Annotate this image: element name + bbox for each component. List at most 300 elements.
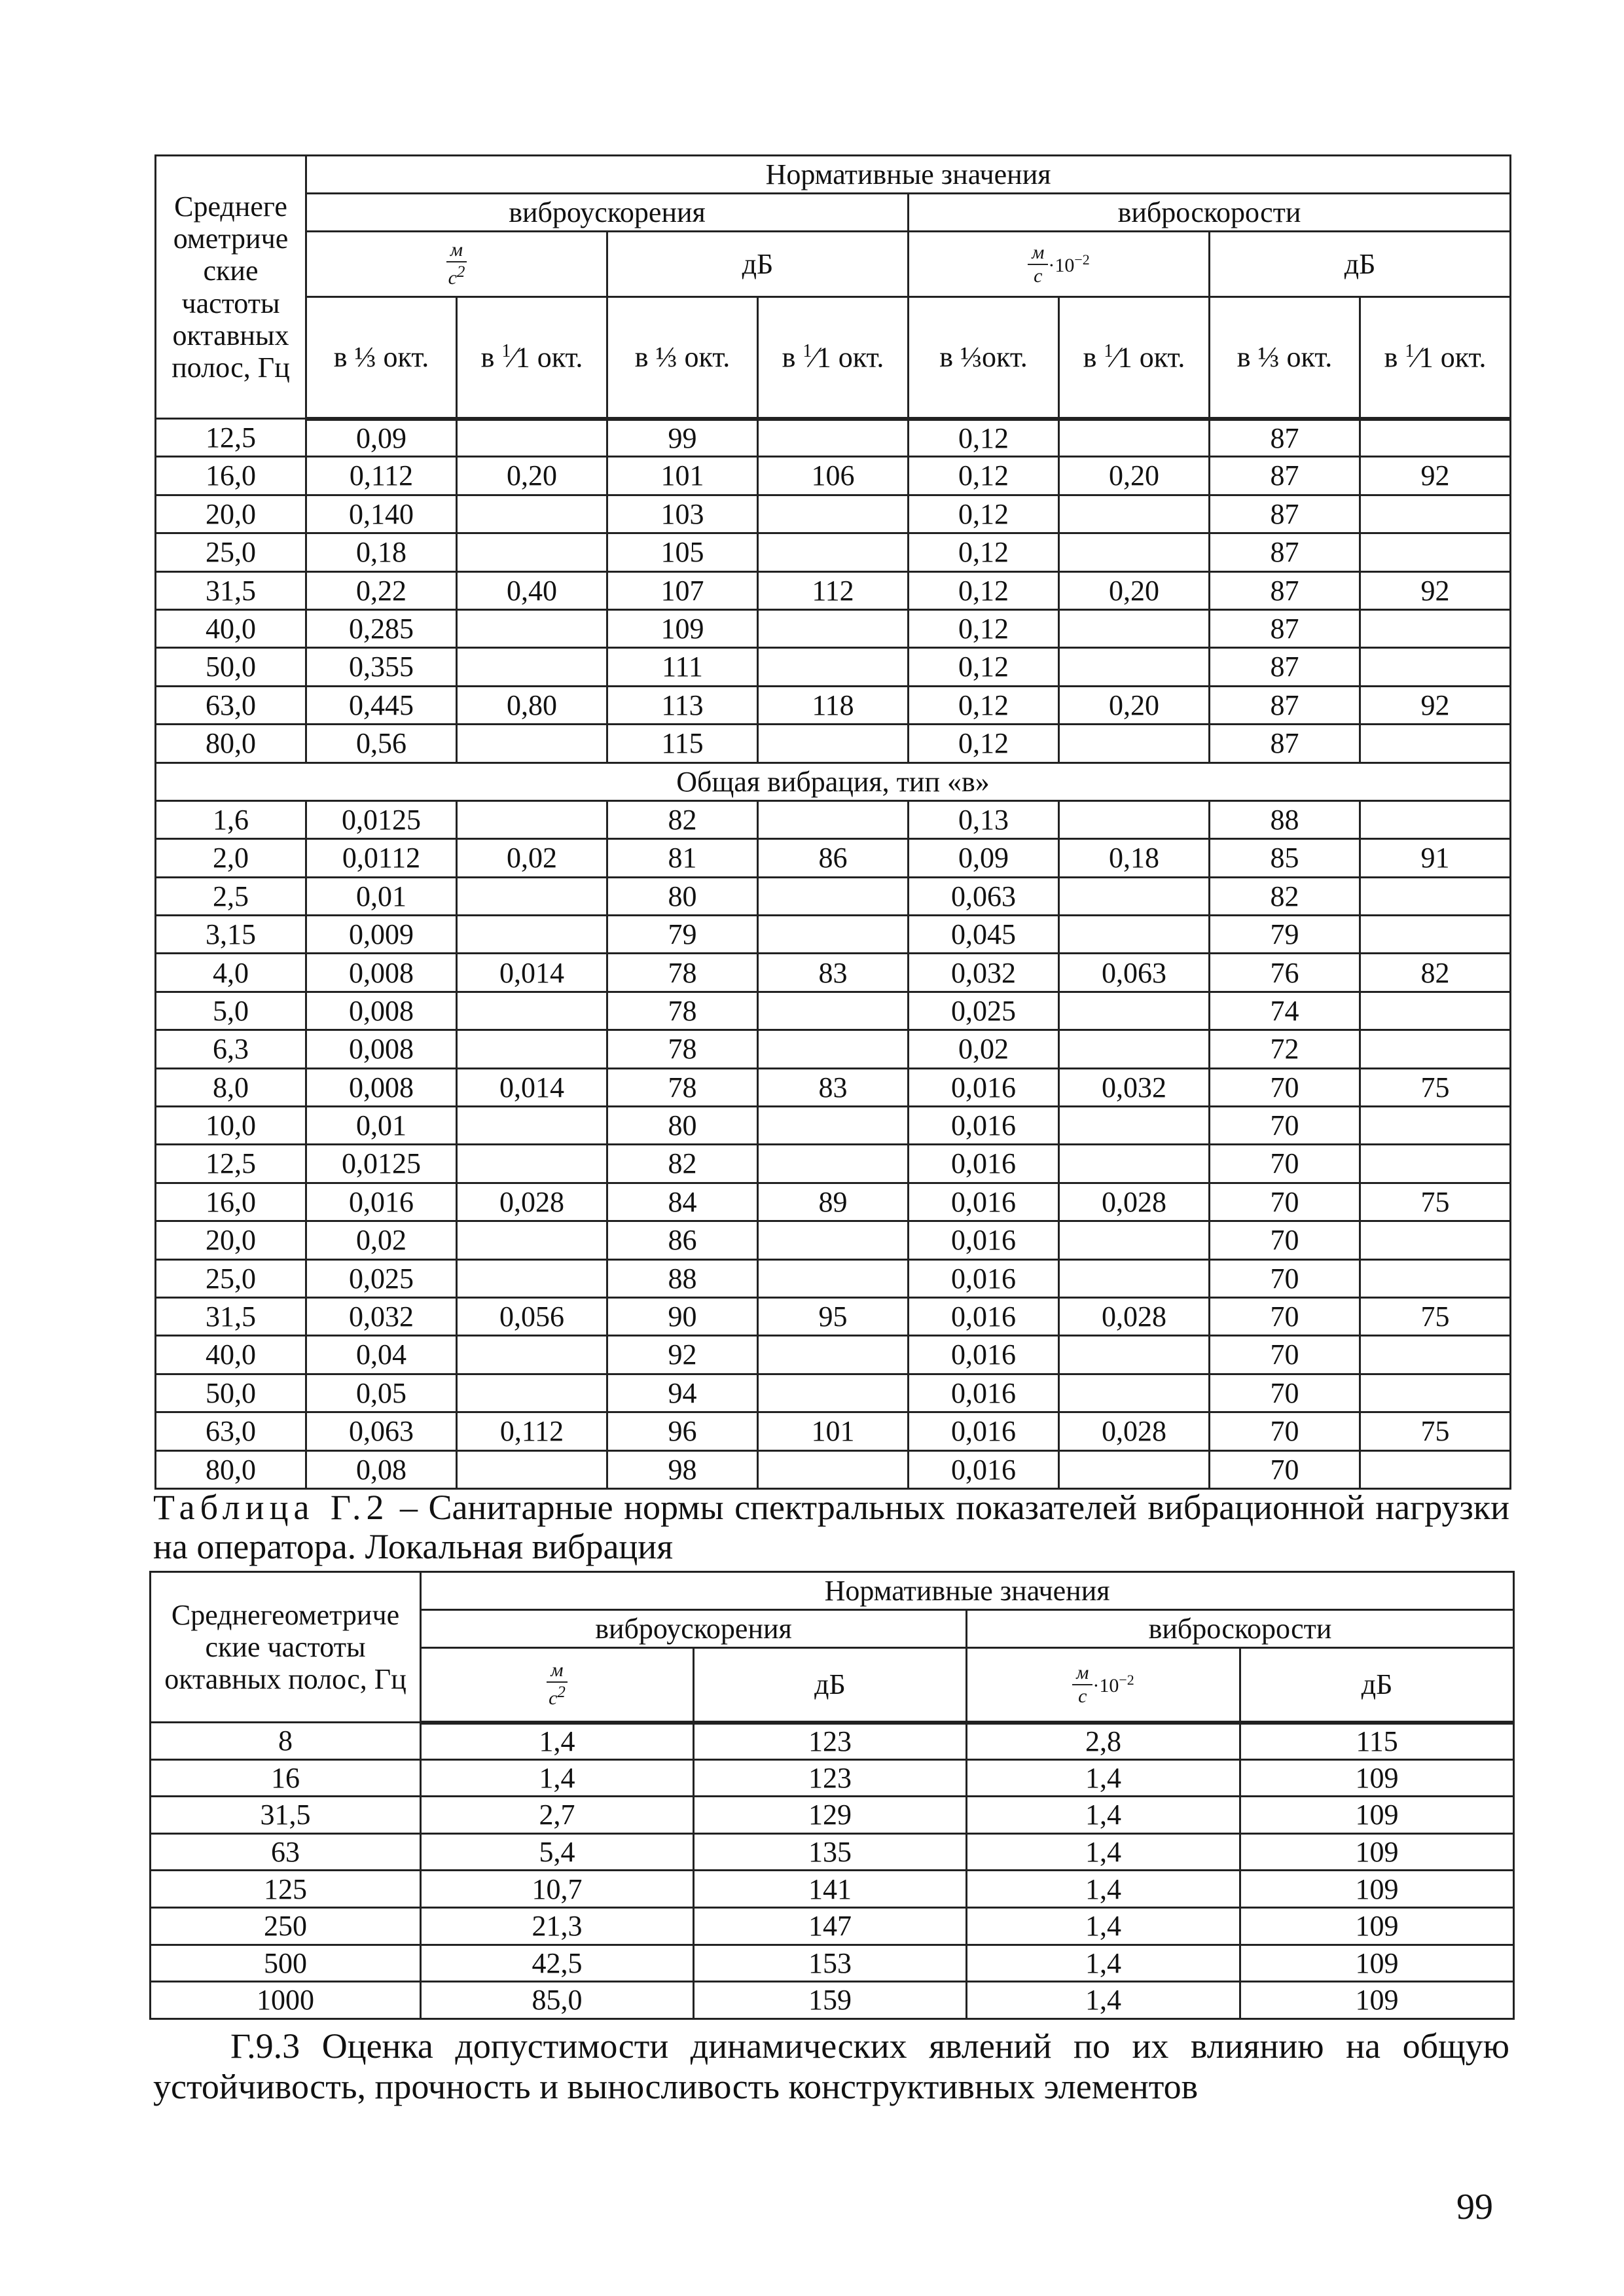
vibration-norms-table-general <box>154 154 1511 1490</box>
table2-rows <box>151 1723 1514 2019</box>
table-cell: 87 <box>1210 571 1360 609</box>
table-cell: 109 <box>1240 1759 1514 1797</box>
table-cell: 0,014 <box>457 1068 607 1106</box>
page-number: 99 <box>1456 2187 1493 2227</box>
table1-rows-section-b <box>156 800 1511 1488</box>
table-cell: 90 <box>607 1297 758 1335</box>
subheader-third-octave: в ⅓ окт. <box>306 297 457 419</box>
table-cell <box>1360 1145 1511 1183</box>
table-cell: 78 <box>607 992 758 1030</box>
table-cell <box>1360 800 1511 838</box>
table-cell: 72 <box>1210 1030 1360 1068</box>
table-cell: 70 <box>1210 1221 1360 1259</box>
table-cell <box>1059 800 1210 838</box>
table-cell <box>1360 916 1511 954</box>
table-cell <box>457 1221 607 1259</box>
table-cell: 0,008 <box>306 992 457 1030</box>
unit-fraction: $\frac{м}{с^2}$ <box>446 240 467 288</box>
table-cell <box>1059 725 1210 762</box>
table-cell: 0,025 <box>306 1259 457 1297</box>
table-cell: 16,0 <box>156 457 306 495</box>
subheader-full-octave: в $^1$⁄1 окт. <box>758 297 909 419</box>
table-cell <box>758 877 909 915</box>
table-cell <box>457 877 607 915</box>
table-cell: 0,02 <box>457 839 607 877</box>
table-cell: 0,112 <box>306 457 457 495</box>
table-cell: 75 <box>1360 1183 1511 1221</box>
table-cell: 75 <box>1360 1412 1511 1450</box>
table-cell: 0,016 <box>909 1450 1059 1488</box>
table-cell: 70 <box>1210 1412 1360 1450</box>
table-cell: 106 <box>758 457 909 495</box>
table-cell: 0,008 <box>306 1068 457 1106</box>
table-cell <box>1059 1221 1210 1259</box>
table-cell <box>758 1221 909 1259</box>
table-cell: 12,5 <box>156 1145 306 1183</box>
table-cell: 0,80 <box>457 686 607 724</box>
table-cell: 0,0112 <box>306 839 457 877</box>
table-row <box>156 1183 1511 1221</box>
table-cell: 87 <box>1210 725 1360 762</box>
table-cell: 2,8 <box>967 1723 1240 1760</box>
table-cell: 0,025 <box>909 992 1059 1030</box>
table-row <box>156 916 1511 954</box>
table-row <box>156 1259 1511 1297</box>
table-cell: 0,112 <box>457 1412 607 1450</box>
table-cell: 87 <box>1210 419 1360 457</box>
table-cell <box>457 992 607 1030</box>
table-cell: 25,0 <box>156 533 306 571</box>
table-cell <box>1360 1336 1511 1374</box>
table2-caption <box>153 1488 1509 1566</box>
table-cell: 147 <box>694 1907 967 1945</box>
table-row <box>156 495 1511 533</box>
table-cell: 0,12 <box>909 686 1059 724</box>
table-cell: 5,0 <box>156 992 306 1030</box>
table-cell: 10,0 <box>156 1107 306 1145</box>
table-row <box>156 1107 1511 1145</box>
table-cell: 70 <box>1210 1297 1360 1335</box>
table-cell: 123 <box>694 1723 967 1760</box>
table-cell: 50,0 <box>156 1374 306 1412</box>
table-cell: 82 <box>1360 954 1511 992</box>
table-cell <box>1059 609 1210 647</box>
table-cell: 0,014 <box>457 954 607 992</box>
table-cell: 0,045 <box>909 916 1059 954</box>
table-cell: 63,0 <box>156 686 306 724</box>
table-cell: 16 <box>151 1759 421 1797</box>
table-cell <box>1059 419 1210 457</box>
table-cell: 12,5 <box>156 419 306 457</box>
table-cell: 0,016 <box>909 1221 1059 1259</box>
unit-acceleration <box>421 1648 694 1723</box>
table-cell: 1,4 <box>967 1945 1240 1982</box>
vibration-norms-table-local <box>149 1571 1515 2020</box>
table-cell <box>457 609 607 647</box>
table-cell: 20,0 <box>156 1221 306 1259</box>
table-cell: 0,12 <box>909 533 1059 571</box>
table-cell: 101 <box>758 1412 909 1450</box>
table-row <box>156 686 1511 724</box>
table-cell: 0,016 <box>909 1068 1059 1106</box>
table-cell: 87 <box>1210 648 1360 686</box>
table-row <box>156 571 1511 609</box>
table-row <box>156 877 1511 915</box>
table-cell: 10,7 <box>421 1871 694 1908</box>
unit-db-accel: дБ <box>607 232 909 297</box>
table-cell: 63 <box>151 1833 421 1871</box>
table-cell: 78 <box>607 954 758 992</box>
table-cell <box>758 1374 909 1412</box>
table-cell: 92 <box>1360 686 1511 724</box>
table-cell: 88 <box>607 1259 758 1297</box>
table-cell: 0,12 <box>909 419 1059 457</box>
table-cell: 82 <box>607 1145 758 1183</box>
table-cell: 0,008 <box>306 1030 457 1068</box>
table-cell: 141 <box>694 1871 967 1908</box>
table-cell <box>1059 1259 1210 1297</box>
table-cell: 0,18 <box>306 533 457 571</box>
table-cell: 1,6 <box>156 800 306 838</box>
table-cell: 0,04 <box>306 1336 457 1374</box>
table-cell: 87 <box>1210 457 1360 495</box>
table-cell: 0,016 <box>909 1336 1059 1374</box>
table-cell: 83 <box>758 954 909 992</box>
table-cell <box>1360 495 1511 533</box>
table-cell <box>457 1107 607 1145</box>
table-cell: 70 <box>1210 1068 1360 1106</box>
table-cell <box>457 916 607 954</box>
table-row <box>156 609 1511 647</box>
table-cell <box>758 648 909 686</box>
table-cell: 0,01 <box>306 877 457 915</box>
table-cell: 109 <box>1240 1945 1514 1982</box>
table-cell: 70 <box>1210 1450 1360 1488</box>
table-cell: 42,5 <box>421 1945 694 1982</box>
table-cell <box>1059 1450 1210 1488</box>
table-cell: 0,016 <box>909 1412 1059 1450</box>
table-cell: 1,4 <box>967 1759 1240 1797</box>
table-row <box>156 457 1511 495</box>
table-cell: 78 <box>607 1030 758 1068</box>
table-cell: 1,4 <box>967 1982 1240 2019</box>
table-cell: 0,02 <box>306 1221 457 1259</box>
table-cell <box>457 1145 607 1183</box>
table-row <box>156 648 1511 686</box>
table-cell: 1,4 <box>967 1833 1240 1871</box>
table-cell: 0,140 <box>306 495 457 533</box>
table-cell <box>1360 533 1511 571</box>
table-cell: 1,4 <box>967 1797 1240 1834</box>
table-cell: 115 <box>1240 1723 1514 1760</box>
table-row <box>151 1945 1514 1982</box>
table-cell <box>457 419 607 457</box>
table-cell: 0,08 <box>306 1450 457 1488</box>
table-cell: 0,032 <box>306 1297 457 1335</box>
table-cell: 2,5 <box>156 877 306 915</box>
table-cell: 86 <box>607 1221 758 1259</box>
table-row <box>156 1145 1511 1183</box>
table-cell: 81 <box>607 839 758 877</box>
table-cell: 78 <box>607 1068 758 1106</box>
table-cell: 1,4 <box>421 1759 694 1797</box>
table-cell <box>1059 495 1210 533</box>
table-cell: 80,0 <box>156 725 306 762</box>
table-cell: 0,016 <box>306 1183 457 1221</box>
table-cell: 0,016 <box>909 1374 1059 1412</box>
table-cell: 20,0 <box>156 495 306 533</box>
table-cell: 6,3 <box>156 1030 306 1068</box>
table-cell: 109 <box>1240 1907 1514 1945</box>
table-row <box>156 800 1511 838</box>
table-cell: 76 <box>1210 954 1360 992</box>
table-cell: 79 <box>1210 916 1360 954</box>
table-cell: 0,12 <box>909 457 1059 495</box>
table-cell <box>457 1450 607 1488</box>
subheader-full-octave: в $^1$⁄1 окт. <box>457 297 607 419</box>
table-cell: 0,09 <box>909 839 1059 877</box>
unit-velocity: $\frac{м}{с}$ $\cdot 10^{-2}$ <box>967 1648 1240 1723</box>
table-cell: 0,355 <box>306 648 457 686</box>
table-cell <box>758 1107 909 1145</box>
table-cell: 0,12 <box>909 495 1059 533</box>
table-cell: 0,09 <box>306 419 457 457</box>
table-cell: 50,0 <box>156 648 306 686</box>
table-cell: 0,12 <box>909 609 1059 647</box>
table-cell: 94 <box>607 1374 758 1412</box>
table-cell <box>758 495 909 533</box>
table-cell: 79 <box>607 916 758 954</box>
table-cell: 0,01 <box>306 1107 457 1145</box>
table-cell: 8 <box>151 1723 421 1760</box>
table-cell: 0,445 <box>306 686 457 724</box>
table-label: Таблица Г.2 <box>153 1488 389 1527</box>
table-cell: 2,0 <box>156 839 306 877</box>
table-cell: 1,4 <box>421 1723 694 1760</box>
acceleration-header: виброускорения <box>421 1610 967 1648</box>
table-cell: 0,40 <box>457 571 607 609</box>
table-cell: 0,02 <box>909 1030 1059 1068</box>
table-cell: 16,0 <box>156 1183 306 1221</box>
table-cell: 0,016 <box>909 1297 1059 1335</box>
table-cell: 109 <box>1240 1871 1514 1908</box>
table-cell <box>758 1030 909 1068</box>
table-cell: 0,063 <box>909 877 1059 915</box>
table-cell: 84 <box>607 1183 758 1221</box>
table-cell <box>758 1259 909 1297</box>
table-cell: 0,028 <box>457 1183 607 1221</box>
velocity-header: виброскорости <box>967 1610 1514 1648</box>
table-cell: 115 <box>607 725 758 762</box>
table-cell: 0,0125 <box>306 1145 457 1183</box>
table-cell: 31,5 <box>151 1797 421 1834</box>
table-cell: 101 <box>607 457 758 495</box>
table-cell: 0,285 <box>306 609 457 647</box>
table-cell <box>457 1336 607 1374</box>
table-cell: 99 <box>607 419 758 457</box>
table-cell <box>1360 725 1511 762</box>
subheader-third-octave: в ⅓ окт. <box>1210 297 1360 419</box>
table-cell <box>1360 1107 1511 1145</box>
table-cell: 98 <box>607 1450 758 1488</box>
table-cell <box>758 419 909 457</box>
table-cell: 70 <box>1210 1336 1360 1374</box>
table-cell <box>1360 877 1511 915</box>
table-cell <box>758 609 909 647</box>
table-cell <box>1059 1336 1210 1374</box>
table-cell: 109 <box>1240 1982 1514 2019</box>
table-cell <box>457 1259 607 1297</box>
table-cell <box>758 992 909 1030</box>
table-cell: 88 <box>1210 800 1360 838</box>
table-cell: 0,20 <box>1059 457 1210 495</box>
table-row <box>156 1030 1511 1068</box>
table-cell <box>758 725 909 762</box>
normative-values-header: Нормативные значения <box>306 156 1511 194</box>
table-cell <box>1059 1107 1210 1145</box>
table-cell: 87 <box>1210 533 1360 571</box>
table-cell <box>1360 1374 1511 1412</box>
table-row <box>151 1982 1514 2019</box>
table-row <box>151 1833 1514 1871</box>
table-cell: 40,0 <box>156 1336 306 1374</box>
table-cell: 0,016 <box>909 1107 1059 1145</box>
table-cell: 75 <box>1360 1068 1511 1106</box>
table-cell: 109 <box>1240 1797 1514 1834</box>
table-row <box>156 533 1511 571</box>
section-paragraph <box>153 2026 1509 2107</box>
table-cell <box>758 1336 909 1374</box>
table-cell <box>1059 648 1210 686</box>
table-cell: 95 <box>758 1297 909 1335</box>
table-cell: 70 <box>1210 1107 1360 1145</box>
table-cell: 89 <box>758 1183 909 1221</box>
table-cell: 0,028 <box>1059 1412 1210 1450</box>
table-cell <box>758 1145 909 1183</box>
table-cell: 3,15 <box>156 916 306 954</box>
table-cell: 0,05 <box>306 1374 457 1412</box>
table-cell: 159 <box>694 1982 967 2019</box>
table-cell: 80 <box>607 877 758 915</box>
table-cell: 0,009 <box>306 916 457 954</box>
table-cell: 0,063 <box>1059 954 1210 992</box>
table-cell: 70 <box>1210 1145 1360 1183</box>
table-cell <box>758 533 909 571</box>
paragraph-text: Г.9.3 Оценка допустимости динамических явлений по их влиянию на общую устойчивость, прочность и выносливость конструктивных элементов <box>153 2026 1509 2106</box>
table-cell: 92 <box>1360 571 1511 609</box>
unit-db-velocity: дБ <box>1210 232 1511 297</box>
table-row <box>156 954 1511 992</box>
table-cell <box>1059 1374 1210 1412</box>
normative-values-header: Нормативные значения <box>421 1572 1514 1610</box>
table-cell: 105 <box>607 533 758 571</box>
table-cell: 0,016 <box>909 1145 1059 1183</box>
table-cell <box>1360 1030 1511 1068</box>
table-cell <box>758 916 909 954</box>
table-row <box>156 1450 1511 1488</box>
table-row <box>151 1797 1514 1834</box>
table-cell: 70 <box>1210 1374 1360 1412</box>
table-cell: 118 <box>758 686 909 724</box>
table-row <box>151 1723 1514 1760</box>
table-cell: 0,032 <box>1059 1068 1210 1106</box>
table-row <box>156 1374 1511 1412</box>
table-cell: 109 <box>1240 1833 1514 1871</box>
table-row <box>156 1336 1511 1374</box>
table-cell: 96 <box>607 1412 758 1450</box>
table-cell <box>1360 609 1511 647</box>
velocity-header: виброскорости <box>909 194 1511 232</box>
table-cell: 63,0 <box>156 1412 306 1450</box>
table-cell <box>457 800 607 838</box>
freq-column-header: Среднегеометриче ские частоты октавных полос, Гц <box>151 1572 421 1723</box>
freq-column-header: Среднеге ометриче ские частоты октавных полос, Гц <box>156 156 306 419</box>
unit-fraction: $\frac{м}{с^2}$ <box>547 1660 567 1708</box>
subheader-full-octave: в $^1$⁄1 окт. <box>1059 297 1210 419</box>
table-cell <box>1059 916 1210 954</box>
table-cell: 0,18 <box>1059 839 1210 877</box>
table-cell: 31,5 <box>156 1297 306 1335</box>
table-cell: 1,4 <box>967 1907 1240 1945</box>
table-cell: 75 <box>1360 1297 1511 1335</box>
table-cell <box>1059 1030 1210 1068</box>
unit-fraction: $\frac{м}{с}$ <box>1028 243 1048 286</box>
table-cell: 0,0125 <box>306 800 457 838</box>
table-cell: 8,0 <box>156 1068 306 1106</box>
table-cell: 250 <box>151 1907 421 1945</box>
table-row <box>156 725 1511 762</box>
unit-db-velocity: дБ <box>1240 1648 1514 1723</box>
unit-velocity: $\frac{м}{с}$ $\cdot 10^{-2}$ <box>909 232 1210 297</box>
table-cell: 123 <box>694 1759 967 1797</box>
table-cell: 0,016 <box>909 1183 1059 1221</box>
acceleration-header: виброускорения <box>306 194 909 232</box>
table-cell: 5,4 <box>421 1833 694 1871</box>
unit-fraction: $\frac{м}{с}$ <box>1072 1663 1092 1706</box>
table-row <box>156 1221 1511 1259</box>
table-cell: 112 <box>758 571 909 609</box>
table-cell <box>457 1030 607 1068</box>
table-cell: 70 <box>1210 1259 1360 1297</box>
table-cell: 87 <box>1210 686 1360 724</box>
table-cell <box>1360 1221 1511 1259</box>
table-cell: 91 <box>1360 839 1511 877</box>
table-cell <box>1360 1450 1511 1488</box>
table-row <box>156 1068 1511 1106</box>
table-cell <box>758 800 909 838</box>
table-cell: 107 <box>607 571 758 609</box>
table-row <box>156 1412 1511 1450</box>
table-cell: 0,12 <box>909 571 1059 609</box>
table-cell: 4,0 <box>156 954 306 992</box>
table-cell: 92 <box>1360 457 1511 495</box>
table-row <box>156 992 1511 1030</box>
table-cell: 87 <box>1210 609 1360 647</box>
table-cell: 0,016 <box>909 1259 1059 1297</box>
table-row <box>156 1297 1511 1335</box>
table-cell: 86 <box>758 839 909 877</box>
table-cell: 135 <box>694 1833 967 1871</box>
table-cell: 85 <box>1210 839 1360 877</box>
table-cell: 113 <box>607 686 758 724</box>
table-cell <box>1360 419 1511 457</box>
table-cell <box>457 1374 607 1412</box>
table-cell: 0,056 <box>457 1297 607 1335</box>
table-cell: 87 <box>1210 495 1360 533</box>
table-cell <box>457 725 607 762</box>
table-cell: 0,008 <box>306 954 457 992</box>
section-title: Общая вибрация, тип «в» <box>156 762 1511 800</box>
